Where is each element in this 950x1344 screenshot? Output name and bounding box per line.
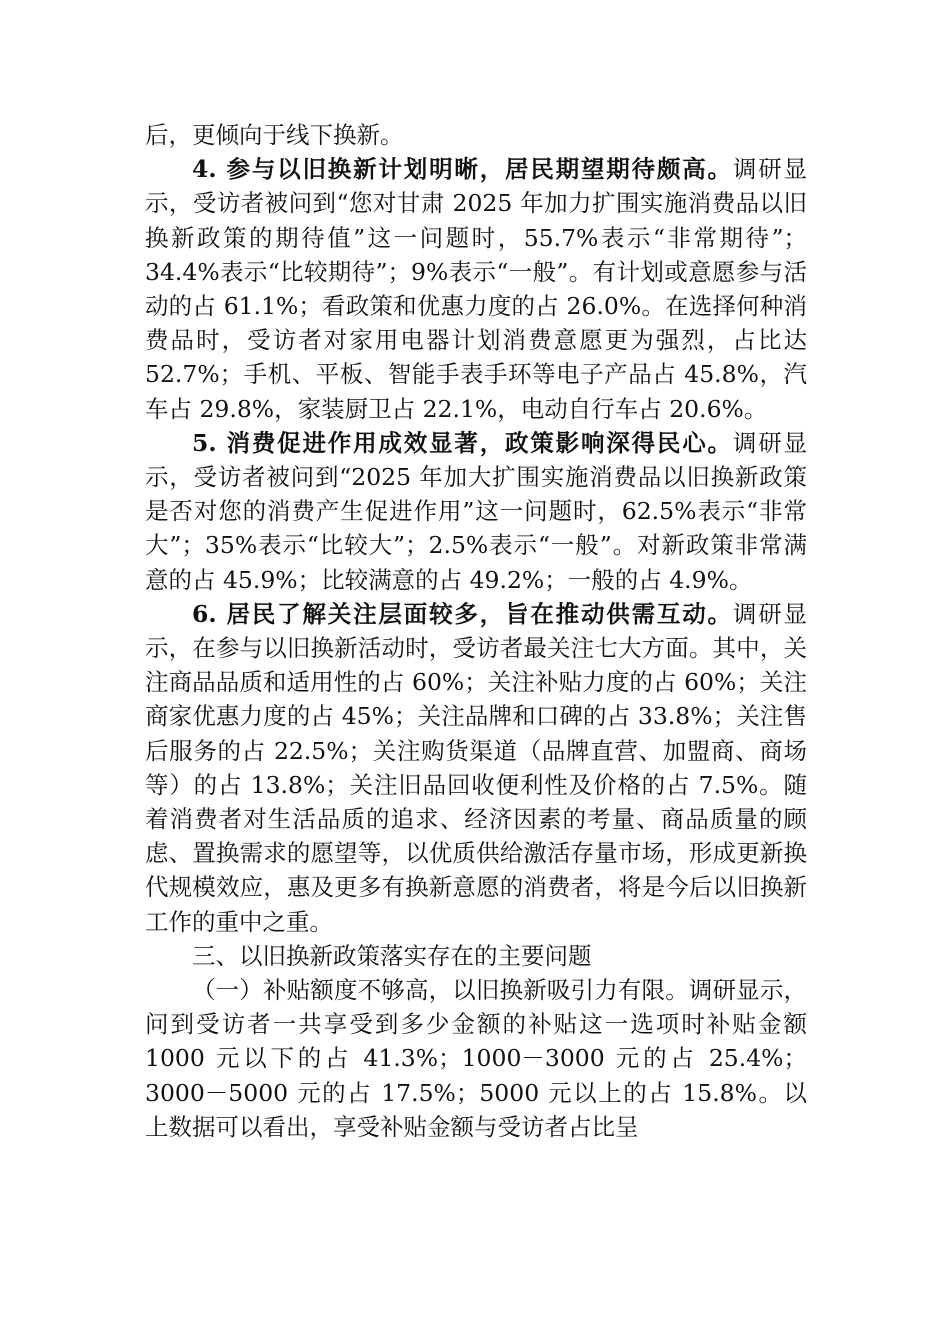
section-heading-text: 三、以旧换新政策落实存在的主要问题 [192,941,592,970]
paragraph-point-5 [145,426,807,597]
point-5-text: 调研显示，受访者被问到“2025 年加大扩围实施消费品以旧换新政策是否对您的消费产生促进作用”这一问题时，62.5%表示“非常大”；35%表示“比较大”；2.5%表示“一般”。对新政策非常满意的占 45.9%；比较满意的占 49.2%；一般的占 4.9%。 [145,428,808,594]
paragraph-subsection-1 [145,973,807,1144]
point-5-heading: 5. 消费促进作用成效显著，政策影响深得民心。 [192,428,733,457]
point-6-heading: 6. 居民了解关注层面较多，旨在推动供需互动。 [192,599,733,628]
subsection-1-text: （一）补贴额度不够高，以旧换新吸引力有限。调研显示，问到受访者一共享受到多少金额的补贴这一选项时补贴金额 1000 元以下的占 41.3%；1000－3000 元的占 25.4%；3000－5000 元的占 17.5%；5000 元以上的占 15.8%。以上数据可以看出，享受补贴金额与受访者占比呈 [145,976,807,1141]
paragraph-point-6 [145,597,807,939]
paragraph-text: 后，更倾向于线下换新。 [145,121,404,149]
point-4-heading: 4. 参与以旧换新计划明晰，居民期望期待颇高。 [192,155,733,184]
paragraph-point-4 [145,152,807,426]
section-heading-3 [145,939,807,973]
paragraph-continuation [145,118,807,152]
document-page [145,118,807,1144]
point-4-text: 调研显示，受访者被问到“您对甘肃 2025 年加力扩围实施消费品以旧换新政策的期待值”这一问题时，55.7%表示“非常期待”；34.4%表示“比较期待”；9%表示“一般”。有计划或意愿参与活动的占 61.1%；看政策和优惠力度的占 26.0%。在选择何种消费品时，受访者对家用电器计划消费意愿更为强烈，占比达 52.7%；手机、平板、智能手表手环等电子产品占 45.8%，汽车占 29.8%，家装厨卫占 22.1%，电动自行车占 20.6%。 [145,155,808,423]
point-6-text: 调研显示，在参与以旧换新活动时，受访者最关注七大方面。其中，关注商品品质和适用性的占 60%；关注补贴力度的占 60%；关注商家优惠力度的占 45%；关注品牌和口碑的占 33.8%；关注售后服务的占 22.5%；关注购货渠道（品牌直营、加盟商、商场等）的占 13.8%；关注旧品回收便利性及价格的占 7.5%。随着消费者对生活品质的追求、经济因素的考量、商品质量的顾虑、置换需求的愿望等，以优质供给激活存量市场，形成更新换代规模效应，惠及更多有换新意愿的消费者，将是今后以旧换新工作的重中之重。 [145,599,808,936]
